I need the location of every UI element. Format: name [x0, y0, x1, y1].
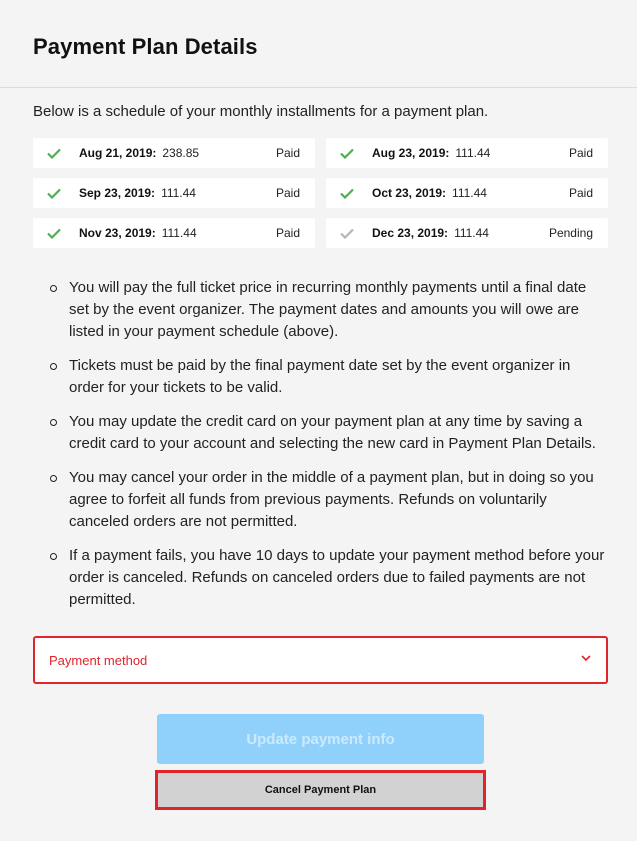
- installment-amount: 111.44: [455, 146, 491, 160]
- installment-amount: 111.44: [161, 226, 197, 240]
- intro-text: Below is a schedule of your monthly installments for a payment plan.: [33, 103, 489, 120]
- list-item: [33, 467, 608, 533]
- installment-card: [33, 178, 315, 208]
- check-icon: [47, 224, 65, 242]
- list-item: [33, 355, 608, 399]
- bullet-icon: [50, 419, 57, 426]
- installment-date: Aug 21, 2019:: [79, 146, 157, 160]
- installment-date: Aug 23, 2019:: [372, 146, 450, 160]
- bullet-icon: [50, 553, 57, 560]
- check-icon: [340, 184, 358, 202]
- installment-card: [33, 138, 315, 168]
- installment-card: [326, 218, 608, 248]
- page-title: Payment Plan Details: [33, 34, 258, 59]
- installment-amount: 238.85: [162, 146, 200, 160]
- bullet-icon: [50, 475, 57, 482]
- installment-date: Sep 23, 2019:: [79, 186, 156, 200]
- update-payment-button[interactable]: Update payment info: [157, 714, 484, 764]
- installment-status: Pending: [548, 226, 593, 240]
- check-icon: [47, 184, 65, 202]
- check-icon: [340, 144, 358, 162]
- installment-amount: 111.44: [454, 226, 489, 240]
- installment-status: Paid: [568, 146, 593, 160]
- list-item-text: If a payment fails, you have 10 days to update your payment method before your order is canceled. Refunds on canceled orders due to failed payments are not permitted.: [69, 547, 605, 608]
- installment-amount: 111.44: [161, 186, 196, 200]
- chevron-down-icon: [580, 652, 592, 667]
- list-item-text: You will pay the full ticket price in recurring monthly payments until a final date set by the event organizer. The payment dates and amounts you will owe are listed in your payment schedule (above).: [69, 279, 587, 340]
- bullet-icon: [50, 285, 57, 292]
- installment-status: Paid: [275, 186, 300, 200]
- payment-method-label: Payment method: [49, 652, 148, 668]
- installment-status: Paid: [275, 146, 300, 160]
- list-item: [33, 411, 608, 455]
- list-item: [33, 545, 608, 611]
- installment-card: [326, 138, 608, 168]
- cancel-payment-plan-button[interactable]: Cancel Payment Plan: [155, 770, 486, 810]
- installment-date: Dec 23, 2019:: [372, 226, 449, 240]
- list-item-text: You may update the credit card on your payment plan at any time by saving a credit card to your account and selecting the new card in Payment Plan Details.: [69, 413, 596, 452]
- installment-amount: 111.44: [452, 186, 487, 200]
- bullet-icon: [50, 363, 57, 370]
- list-item-text: Tickets must be paid by the final payment date set by the event organizer in order for your tickets to be valid.: [69, 357, 571, 396]
- installment-date: Oct 23, 2019:: [372, 186, 447, 200]
- installment-status: Paid: [275, 226, 300, 240]
- list-item-text: You may cancel your order in the middle of a payment plan, but in doing so you agree to forfeit all funds from previous payments. Refunds on voluntarily canceled orders are not permitted.: [69, 469, 594, 530]
- installment-date: Nov 23, 2019:: [79, 226, 156, 240]
- installment-schedule: [33, 138, 608, 248]
- terms-list: [33, 277, 608, 623]
- check-icon: [340, 224, 358, 242]
- installment-card: [33, 218, 315, 248]
- installment-card: [326, 178, 608, 208]
- payment-method-select[interactable]: [33, 636, 608, 684]
- modal-header: [0, 0, 637, 88]
- check-icon: [47, 144, 65, 162]
- list-item: [33, 277, 608, 343]
- installment-status: Paid: [568, 186, 593, 200]
